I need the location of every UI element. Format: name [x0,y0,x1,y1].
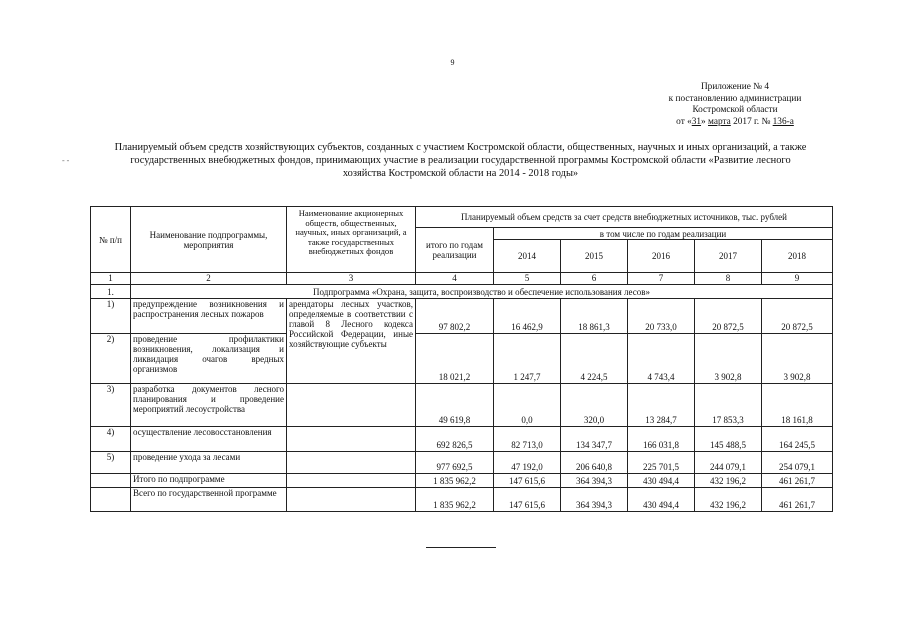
row-2017: 3 902,8 [695,334,762,384]
table-row [91,334,833,384]
header-volume: Планируемый объем средств за счет средств внебюджетных источников, тыс. рублей [416,207,833,228]
header-year-2018: 2018 [762,240,833,273]
title-line-2: государственных внебюджетных фондов, принимающих участие в реализации государственной программы Костромской области «Развитие лесного [130,155,791,167]
row-2014: 0,0 [494,384,561,427]
header-year-2016: 2016 [628,240,695,273]
row-2014: 1 247,7 [494,334,561,384]
row-name: осуществление лесовосстановления [131,427,287,452]
row-num: 2) [91,334,131,384]
funding-table [90,206,833,512]
subtotal-num-empty [91,474,131,488]
row-name: проведение ухода за лесами [131,452,287,474]
row-2018: 18 161,8 [762,384,833,427]
subtotal-2018: 461 261,7 [762,474,833,488]
row-2014: 16 462,9 [494,299,561,334]
row-2015: 134 347,7 [561,427,628,452]
row-2015: 206 640,8 [561,452,628,474]
col-number: 3 [287,273,416,285]
appendix-date-mid1: » [701,116,709,127]
appendix-line-3: Костромской области [692,105,778,116]
row-total: 97 802,2 [416,299,494,334]
subtotal-total: 1 835 962,2 [416,474,494,488]
grand-total-label: Всего по государственной программе [131,488,287,512]
appendix-number: 136-а [772,116,794,127]
row-name: разработка документов лесного планирования и проведение мероприятий лесоустройства [131,384,287,427]
subprogram-row [91,285,833,299]
appendix-month: марта [708,116,731,127]
header-year-2014: 2014 [494,240,561,273]
title-line-3: хозяйства Костромской области на 2014 - 2018 годы» [342,168,579,180]
row-num: 5) [91,452,131,474]
col-number: 8 [695,273,762,285]
appendix-line-1: Приложение № 4 [700,82,770,92]
row-2018: 164 245,5 [762,427,833,452]
subtotal-2016: 430 494,4 [628,474,695,488]
appendix-date-mid2: 2017 г. № [730,116,773,127]
subprogram-title: Подпрограмма «Охрана, защита, воспроизводство и обеспечение использования лесов» [131,285,833,299]
appendix-line-4 [640,117,830,129]
col-number: 7 [628,273,695,285]
row-name: проведение профилактики возникновения, локализация и ликвидация очагов вредных организмов [131,334,287,384]
header-org: Наименование акционерных обществ, общественных, научных, иных организаций, а также государственных внебюджетных фондов [287,207,416,273]
row-num: 1) [91,299,131,334]
row-2018: 254 079,1 [762,452,833,474]
row-total: 977 692,5 [416,452,494,474]
subtotal-org-empty [287,474,416,488]
table-row [91,452,833,474]
grand-total-num-empty [91,488,131,512]
table-row [91,299,833,334]
grand-total-org-empty [287,488,416,512]
table-row [91,384,833,427]
row-2016: 225 701,5 [628,452,695,474]
header-row-1 [91,207,833,228]
row-org-empty [287,427,416,452]
header-num: № п/п [91,207,131,273]
row-num: 4) [91,427,131,452]
row-num: 3) [91,384,131,427]
subprogram-num: 1. [91,285,131,299]
subtotal-row [91,474,833,488]
row-org-empty [287,452,416,474]
row-2017: 244 079,1 [695,452,762,474]
grand-total-row [91,488,833,512]
row-org-empty [287,384,416,427]
row-2015: 320,0 [561,384,628,427]
row-2016: 13 284,7 [628,384,695,427]
row-2014: 47 192,0 [494,452,561,474]
row-total: 692 826,5 [416,427,494,452]
page-number: 9 [450,58,455,67]
row-2016: 4 743,4 [628,334,695,384]
col-number: 4 [416,273,494,285]
appendix-day: 31 [691,116,702,127]
col-number: 1 [91,273,131,285]
row-2017: 20 872,5 [695,299,762,334]
col-number: 5 [494,273,561,285]
grand-total-2018: 461 261,7 [762,488,833,512]
row-2017: 145 488,5 [695,427,762,452]
appendix-header [640,82,830,128]
row-2018: 3 902,8 [762,334,833,384]
col-number: 2 [131,273,287,285]
row-2016: 166 031,8 [628,427,695,452]
subtotal-2017: 432 196,2 [695,474,762,488]
header-name: Наименование подпрограммы, мероприятия [131,207,287,273]
row-total: 49 619,8 [416,384,494,427]
row-name: предупреждение возникновения и распространения лесных пожаров [131,299,287,334]
column-number-row [91,273,833,285]
appendix-line-2: к постановлению администрации [668,93,802,104]
col-number: 6 [561,273,628,285]
row-2016: 20 733,0 [628,299,695,334]
row-2014: 82 713,0 [494,427,561,452]
grand-total-2014: 147 615,6 [494,488,561,512]
grand-total-2017: 432 196,2 [695,488,762,512]
col-number: 9 [762,273,833,285]
document-title [88,141,833,181]
row-total: 18 021,2 [416,334,494,384]
margin-ticks: - - [62,156,70,165]
subtotal-2014: 147 615,6 [494,474,561,488]
row-2018: 20 872,5 [762,299,833,334]
grand-total-2015: 364 394,3 [561,488,628,512]
table-row [91,427,833,452]
grand-total-total: 1 835 962,2 [416,488,494,512]
row-2017: 17 853,3 [695,384,762,427]
grand-total-2016: 430 494,4 [628,488,695,512]
footer-divider [426,547,496,548]
header-year-2015: 2015 [561,240,628,273]
title-line-1: Планируемый объем средств хозяйствующих субъектов, созданных с участием Костромской области, общественных, научных и иных организаций, а также [114,142,807,153]
row-2015: 4 224,5 [561,334,628,384]
row-org: арендаторы лесных участков, определяемые в соответствии с главой 8 Лесного кодекса Российской Федерации, иные хозяйствующие субъекты [287,299,416,384]
subtotal-label: Итого по подпрограмме [131,474,287,488]
row-2015: 18 861,3 [561,299,628,334]
header-year-2017: 2017 [695,240,762,273]
header-total: итого по годам реализации [416,228,494,273]
appendix-date-prefix: от « [676,116,692,127]
subtotal-2015: 364 394,3 [561,474,628,488]
header-by-year: в том числе по годам реализации [494,228,833,240]
